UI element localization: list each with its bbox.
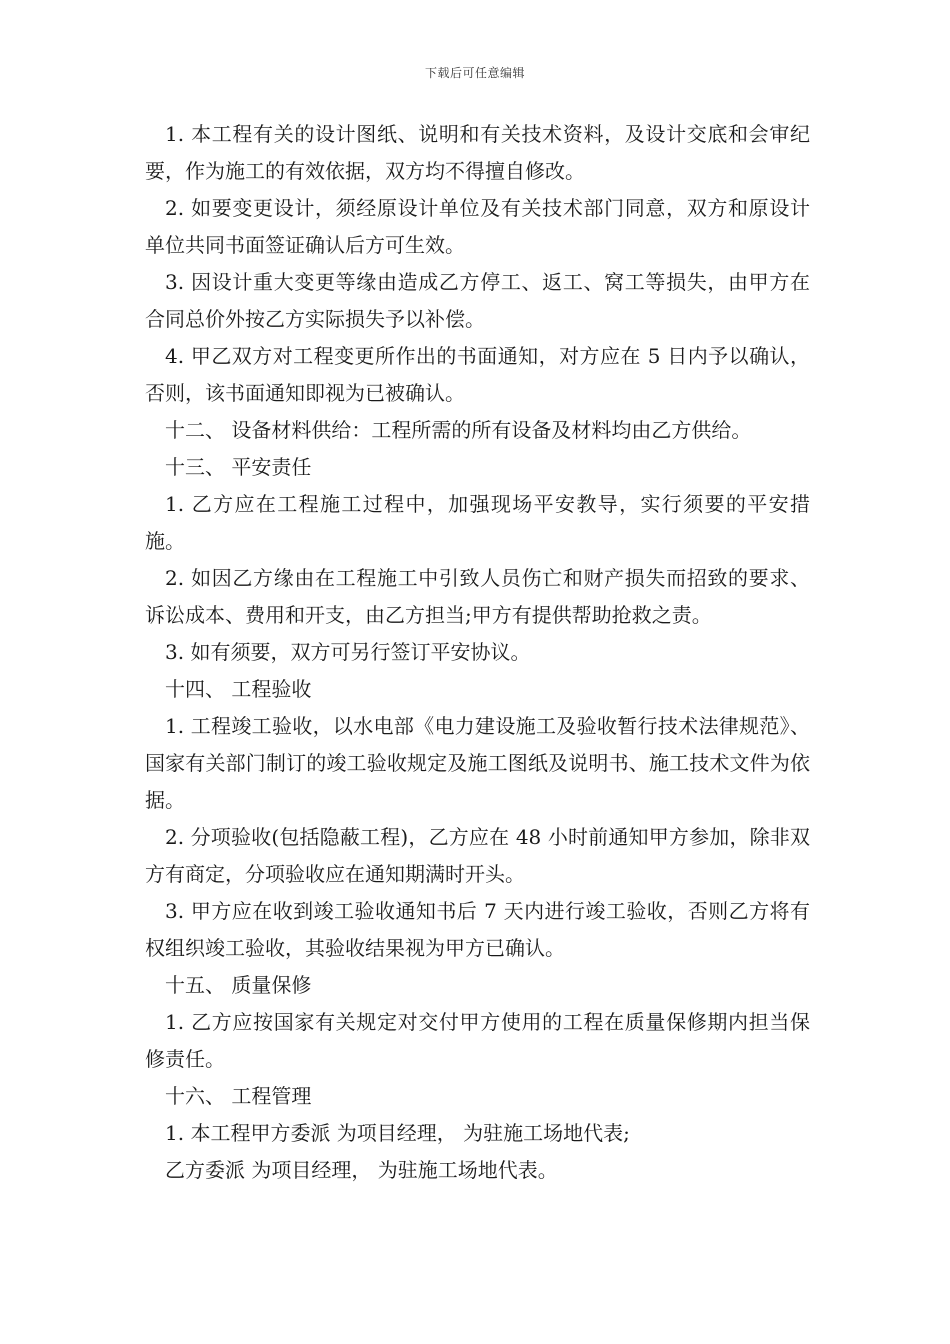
paragraph-party-a-manager: 1. 本工程甲方委派 为项目经理， 为驻施工场地代表;: [165, 1121, 630, 1145]
page-header: 下载后可任意编辑: [424, 66, 525, 80]
paragraph-design-change: 2. 如要变更设计，须经原设计单位及有关技术部门同意，双方和原设计单位共同书面签证确认后方可生效。: [145, 196, 810, 257]
paragraph-safety-agreement: 3. 如有须要，双方可另行签订平安协议。: [165, 640, 531, 664]
section-heading-safety: 十三、 平安责任: [165, 455, 312, 479]
paragraph-safety-measures: 1. 乙方应在工程施工过程中，加强现场平安教导，实行须要的平安措施。: [145, 492, 810, 553]
paragraph-change-notice: 4. 甲乙双方对工程变更所作出的书面通知，对方应在 5 日内予以确认，否则，该书面通知即视为已被确认。: [145, 344, 810, 405]
section-heading-warranty: 十五、 质量保修: [165, 973, 312, 997]
paragraph-acceptance-basis: 1. 工程竣工验收，以水电部《电力建设施工及验收暂行技术法律规范》、国家有关部门制订的竣工验收规定及施工图纸及说明书、施工技术文件为依据。: [145, 714, 810, 812]
section-heading-management: 十六、 工程管理: [165, 1084, 312, 1108]
paragraph-party-b-manager: 乙方委派 为项目经理， 为驻施工场地代表。: [165, 1158, 558, 1182]
paragraph-design-drawings: 1. 本工程有关的设计图纸、说明和有关技术资料，及设计交底和会审纪要，作为施工的有效依据，双方均不得擅自修改。: [145, 122, 810, 183]
paragraph-safety-liability: 2. 如因乙方缘由在工程施工中引致人员伤亡和财产损失而招致的要求、诉讼成本、费用和开支，由乙方担当;甲方有提供帮助抢救之责。: [145, 566, 810, 627]
document-body: [145, 116, 810, 1189]
section-heading-equipment-supply: 十二、 设备材料供给：工程所需的所有设备及材料均由乙方供给。: [165, 418, 752, 442]
paragraph-warranty-duty: 1. 乙方应按国家有关规定对交付甲方使用的工程在质量保修期内担当保修责任。: [145, 1010, 810, 1071]
paragraph-partial-acceptance: 2. 分项验收(包括隐蔽工程)，乙方应在 48 小时前通知甲方参加，除非双方有商定，分项验收应在通知期满时开头。: [145, 825, 810, 886]
paragraph-final-acceptance: 3. 甲方应在收到竣工验收通知书后 7 天内进行竣工验收，否则乙方将有权组织竣工验收，其验收结果视为甲方已确认。: [145, 899, 810, 960]
section-heading-acceptance: 十四、 工程验收: [165, 677, 312, 701]
paragraph-change-compensation: 3. 因设计重大变更等缘由造成乙方停工、返工、窝工等损失，由甲方在合同总价外按乙方实际损失予以补偿。: [145, 270, 810, 331]
